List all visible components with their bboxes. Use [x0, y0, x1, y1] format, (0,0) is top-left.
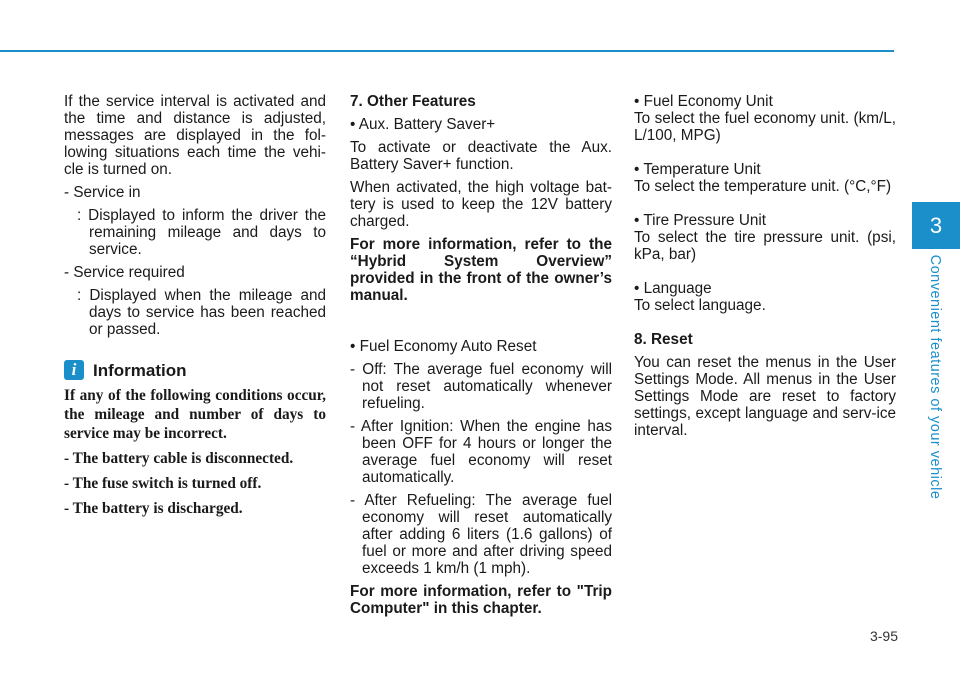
service-in-label: - Service in — [64, 184, 141, 201]
information-title: Information — [93, 360, 187, 380]
temperature-unit-title: • Temperature Unit — [634, 161, 761, 178]
language-text: To select language. — [634, 297, 766, 314]
service-in-description: : Displayed to inform the driver the remaining mileage and days to service. — [77, 207, 326, 258]
chapter-title-vertical — [920, 254, 950, 500]
aux-battery-text-2: When activated, the high voltage bat-tery is used to keep the 12V battery charged. — [350, 179, 612, 230]
column-2 — [350, 93, 612, 617]
info-item: - The fuse switch is turned off. — [64, 475, 262, 492]
reset-text: You can reset the menus in the User Settings Mode. All menus in the User Settings Mode are reset to factory settings, except language and serv-ice interval. — [634, 354, 896, 439]
information-text: If any of the following conditions occur, the mileage and number of days to service may be incorrect. — [64, 387, 326, 442]
info-icon: i — [64, 360, 84, 380]
information-header — [64, 360, 326, 380]
info-item: - The battery is discharged. — [64, 500, 243, 517]
fuel-reset-item: - After Ignition: When the engine has been OFF for 4 hours or longer the average fuel economy will reset automatically. — [350, 418, 612, 486]
service-required-description: : Displayed when the mileage and days to service has been reached or passed. — [77, 287, 326, 338]
aux-battery-note: For more information, refer to the “Hybrid System Overview” provided in the front of the owner’s manual. — [350, 236, 612, 304]
temperature-unit-text: To select the temperature unit. (°C,°F) — [634, 178, 892, 195]
tire-pressure-unit-text: To select the tire pressure unit. (psi, kPa, bar) — [634, 229, 896, 263]
chapter-tab: 3 — [912, 202, 960, 249]
chapter-title: Convenient features of your vehicle — [927, 254, 943, 500]
fuel-auto-reset-title: • Fuel Economy Auto Reset — [350, 338, 537, 355]
info-item: - The battery cable is disconnected. — [64, 450, 294, 467]
other-features-heading: 7. Other Features — [350, 93, 476, 110]
fuel-reset-note: For more information, refer to "Trip Computer" in this chapter. — [350, 583, 612, 617]
fuel-reset-item: - After Refueling: The average fuel economy will reset automatically after adding 6 liters (1.6 gallons) of fuel or more and after driving speed exceeds 1 km/h (1 mph). — [350, 492, 612, 577]
language-title: • Language — [634, 280, 712, 297]
intro-paragraph: If the service interval is activated and the time and distance is adjusted, messages are displayed in the fol-lowing situations each time the vehi-cle is turned on. — [64, 93, 326, 178]
service-required-label: - Service required — [64, 264, 185, 281]
aux-battery-text: To activate or deactivate the Aux. Battery Saver+ function. — [350, 139, 612, 173]
fuel-reset-item: - Off: The average fuel economy will not reset automatically whenever refueling. — [350, 361, 612, 412]
aux-battery-title: • Aux. Battery Saver+ — [350, 116, 496, 133]
fuel-unit-title: • Fuel Economy Unit — [634, 93, 773, 110]
tire-pressure-unit-title: • Tire Pressure Unit — [634, 212, 767, 229]
header-rule — [0, 50, 894, 52]
fuel-unit-text: To select the fuel economy unit. (km/L, L/100, MPG) — [634, 110, 896, 144]
column-3 — [634, 93, 896, 439]
reset-heading: 8. Reset — [634, 331, 693, 348]
column-1 — [64, 93, 326, 518]
page-number: 3-95 — [869, 628, 898, 644]
